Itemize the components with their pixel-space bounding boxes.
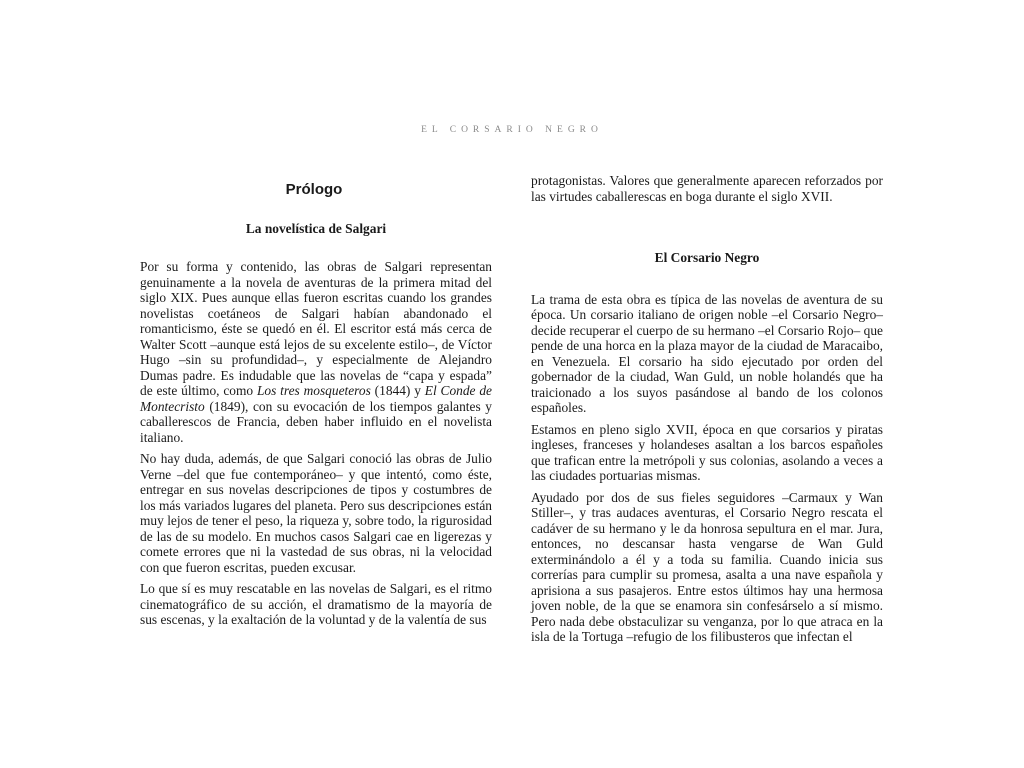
book-title-italic: Los tres mosqueteros xyxy=(256,383,371,398)
text-run: (1849), con su evocación de los tiempos galantes y caballerescos de Francia, deben haber influido en el novelista italiano. xyxy=(140,398,492,445)
text-run: (1844) y xyxy=(370,383,425,398)
paragraph xyxy=(140,259,492,445)
paragraph xyxy=(140,581,492,628)
text-run: No hay duda, además, de que Salgari conoció las obras de Julio Verne –del que fue contemporáneo– y que intentó, como éste, entregar en sus novelas descripciones de tipos y costumbres de los más variados lugares del planeta. Pero sus descripciones están muy lejos de tener el peso, la riqueza y, sobre todo, la rigurosidad de las de su modelo. En muchos casos Salgari cae en ligerezas y comete errores que ni la vastedad de sus obras, ni la velocidad con que fueron escritas, pueden excusar. xyxy=(140,451,492,575)
section-title-salgari: La novelística de Salgari xyxy=(245,220,387,236)
text-run: Por su forma y contenido, las obras de Salgari representan genuinamente a la novela de aventuras de la primera mitad del siglo XIX. Pues aunque ellas fueron escritas cuando los grandes novelistas coetáneos de Salgari habían abandonado el romanticismo, éste se quedó en él. El escritor está más cerca de Walter Scott –aunque está lejos de su excelente estilo–, de Víctor Hugo –sin su profundidad–, y especialmente de Alejandro Dumas padre. Es indudable que las novelas de “capa y espada” de este último, como xyxy=(140,259,492,398)
left-column xyxy=(140,182,492,634)
paragraph: Estamos en pleno siglo XVII, época en que corsarios y piratas ingleses, franceses y holandeses asaltan a los barcos españoles que trafican entre la metrópoli y sus colonias, asolando a veces a las ciudades portuarias mismas. xyxy=(531,421,883,483)
continuation-paragraph: protagonistas. Valores que generalmente aparecen reforzados por las virtudes caballerescas en boga durante el siglo XVII. xyxy=(531,173,883,204)
section-title-corsario-negro: El Corsario Negro xyxy=(654,250,760,265)
right-column xyxy=(531,173,883,651)
paragraph xyxy=(140,451,492,575)
text-run: Lo que sí es muy rescatable en las novelas de Salgari, es el ritmo cinematográfico de su acción, el dramatismo de la mayoría de sus escenas, y la exaltación de la voluntad y de la valentía de sus xyxy=(140,581,492,627)
paragraph: Ayudado por dos de sus fieles seguidores –Carmaux y Wan Stiller–, y tras audaces aventuras, el Corsario Negro rescata el cadáver de su hermano y le da honrosa sepultura en el mar. Jura, entonces, no descansar hasta vengarse de Wan Guld exterminándolo a él y a toda su familia. Cuando inicia sus correrías para cumplir su promesa, asalta a una nave española y aprisiona a sus pasajeros. Entre estos últimos hay una hermosa joven noble, de la que se enamora sin confesárselo a sí mismo. Pero nada debe obstaculizar su venganza, por lo que atraca en la isla de la Tortuga –refugio de los filibusteros que infectan el xyxy=(531,489,883,644)
chapter-title: Prólogo xyxy=(285,181,343,198)
paragraph: La trama de esta obra es típica de las novelas de aventura de su época. Un corsario italiano de origen noble –el Corsario Negro– decide recuperar el cuerpo de su hermano –el Corsario Rojo– que pende de una horca en la plaza mayor de la ciudad de Maracaibo, en Venezuela. El corsario ha sido ejecutado por orden del gobernador de la ciudad, Wan Guld, un noble holandés que ha traicionado a los suyos pasándose al bando de los colonos españoles. xyxy=(531,291,883,415)
book-title-italic: El Conde de Montecristo xyxy=(140,383,492,414)
running-header: EL CORSARIO NEGRO xyxy=(421,125,603,135)
